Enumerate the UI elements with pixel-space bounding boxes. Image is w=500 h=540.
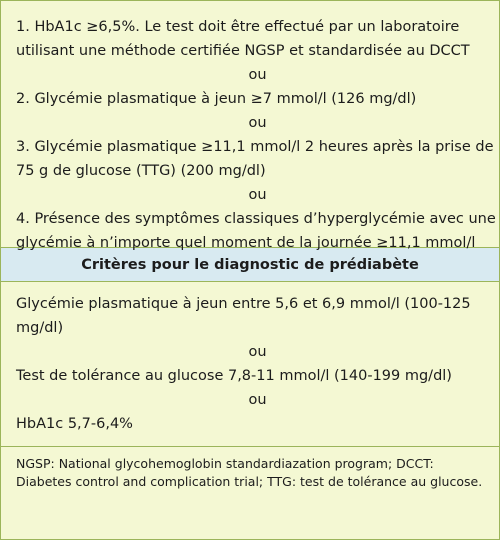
or-separator: ou: [248, 392, 267, 408]
prediabetes-criteria-section: [1, 282, 499, 446]
footnote-section: [1, 447, 499, 491]
prediabetes-header-text: Critères pour le diagnostic de prédiabète: [81, 256, 419, 273]
prediabetes-criterion-2: Test de tolérance au glucose 7,8-11 mmol/l (140-199 mg/dl): [16, 368, 452, 384]
or-separator: ou: [248, 115, 267, 131]
diabetes-criteria-section: [1, 1, 499, 251]
or-separator: ou: [248, 344, 267, 360]
or-separator: ou: [248, 67, 267, 83]
diabetes-criterion-1: 1. HbA1c ≥6,5%. Le test doit être effectué par un laboratoire utilisant une méthode certifiée NGSP et standardisée au DCCT: [16, 19, 470, 59]
prediabetes-criterion-1: Glycémie plasmatique à jeun entre 5,6 et 6,9 mmol/l (100-125 mg/dl): [16, 296, 471, 336]
or-separator: ou: [248, 187, 267, 203]
footnote-text: NGSP: National glycohemoglobin standardiazation program; DCCT: Diabetes control and complication trial; TTG: test de tolérance au glucose.: [16, 456, 483, 489]
diabetes-criterion-3: 3. Glycémie plasmatique ≥11,1 mmol/l 2 heures après la prise de 75 g de glucose (TTG) (200 mg/dl): [16, 139, 494, 179]
diabetes-criterion-2: 2. Glycémie plasmatique à jeun ≥7 mmol/l (126 mg/dl): [16, 91, 417, 107]
diabetes-criterion-4: 4. Présence des symptômes classiques d’hyperglycémie avec une glycémie à n’importe quel moment de la journée ≥11,1 mmol/l: [16, 211, 496, 251]
prediabetes-criterion-3: HbA1c 5,7-6,4%: [16, 416, 133, 432]
